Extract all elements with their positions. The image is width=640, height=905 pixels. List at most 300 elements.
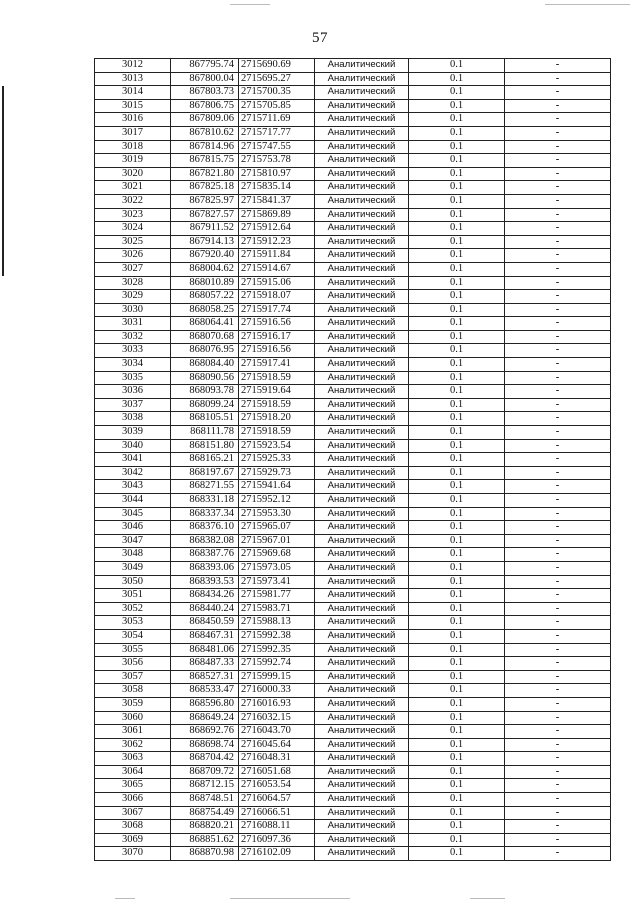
point-number-cell: 3030 (95, 303, 171, 317)
point-number-cell: 3032 (95, 330, 171, 344)
y-coordinate-cell: 2715941.64 (239, 480, 315, 494)
point-number-cell: 3044 (95, 494, 171, 508)
table-row (95, 820, 611, 834)
x-coordinate-cell: 868440.24 (171, 602, 239, 616)
method-cell: Аналитический (315, 561, 409, 575)
table-row (95, 534, 611, 548)
note-cell: - (505, 398, 611, 412)
accuracy-cell: 0.1 (409, 344, 505, 358)
accuracy-cell: 0.1 (409, 72, 505, 86)
x-coordinate-cell: 867914.13 (171, 235, 239, 249)
note-cell: - (505, 99, 611, 113)
accuracy-cell: 0.1 (409, 398, 505, 412)
note-cell: - (505, 793, 611, 807)
accuracy-cell: 0.1 (409, 738, 505, 752)
note-cell: - (505, 684, 611, 698)
accuracy-cell: 0.1 (409, 358, 505, 372)
coordinates-table (94, 58, 611, 861)
accuracy-cell: 0.1 (409, 602, 505, 616)
accuracy-cell: 0.1 (409, 494, 505, 508)
y-coordinate-cell: 2715916.17 (239, 330, 315, 344)
accuracy-cell: 0.1 (409, 140, 505, 154)
accuracy-cell: 0.1 (409, 59, 505, 73)
y-coordinate-cell: 2715969.68 (239, 548, 315, 562)
y-coordinate-cell: 2716016.93 (239, 697, 315, 711)
y-coordinate-cell: 2715869.89 (239, 208, 315, 222)
y-coordinate-cell: 2715992.74 (239, 657, 315, 671)
x-coordinate-cell: 868481.06 (171, 643, 239, 657)
method-cell: Аналитический (315, 330, 409, 344)
note-cell: - (505, 657, 611, 671)
point-number-cell: 3054 (95, 629, 171, 643)
point-number-cell: 3063 (95, 752, 171, 766)
x-coordinate-cell: 868450.59 (171, 616, 239, 630)
method-cell: Аналитический (315, 154, 409, 168)
note-cell: - (505, 72, 611, 86)
y-coordinate-cell: 2716097.36 (239, 833, 315, 847)
method-cell: Аналитический (315, 847, 409, 861)
x-coordinate-cell: 868057.22 (171, 290, 239, 304)
point-number-cell: 3026 (95, 249, 171, 263)
y-coordinate-cell: 2715917.74 (239, 303, 315, 317)
accuracy-cell: 0.1 (409, 806, 505, 820)
method-cell: Аналитический (315, 208, 409, 222)
accuracy-cell: 0.1 (409, 86, 505, 100)
y-coordinate-cell: 2715810.97 (239, 167, 315, 181)
method-cell: Аналитический (315, 385, 409, 399)
point-number-cell: 3014 (95, 86, 171, 100)
point-number-cell: 3049 (95, 561, 171, 575)
y-coordinate-cell: 2716051.68 (239, 765, 315, 779)
point-number-cell: 3035 (95, 371, 171, 385)
note-cell: - (505, 59, 611, 73)
x-coordinate-cell: 868596.80 (171, 697, 239, 711)
accuracy-cell: 0.1 (409, 793, 505, 807)
method-cell: Аналитический (315, 602, 409, 616)
method-cell: Аналитический (315, 222, 409, 236)
method-cell: Аналитический (315, 99, 409, 113)
point-number-cell: 3033 (95, 344, 171, 358)
method-cell: Аналитический (315, 521, 409, 535)
method-cell: Аналитический (315, 507, 409, 521)
point-number-cell: 3060 (95, 711, 171, 725)
method-cell: Аналитический (315, 181, 409, 195)
table-row (95, 358, 611, 372)
point-number-cell: 3018 (95, 140, 171, 154)
table-row (95, 235, 611, 249)
method-cell: Аналитический (315, 194, 409, 208)
table-row (95, 806, 611, 820)
note-cell: - (505, 453, 611, 467)
table-row (95, 657, 611, 671)
note-cell: - (505, 317, 611, 331)
point-number-cell: 3052 (95, 602, 171, 616)
x-coordinate-cell: 868692.76 (171, 725, 239, 739)
y-coordinate-cell: 2716032.15 (239, 711, 315, 725)
method-cell: Аналитический (315, 439, 409, 453)
point-number-cell: 3019 (95, 154, 171, 168)
note-cell: - (505, 154, 611, 168)
x-coordinate-cell: 867827.57 (171, 208, 239, 222)
table-row (95, 561, 611, 575)
y-coordinate-cell: 2716088.11 (239, 820, 315, 834)
y-coordinate-cell: 2715973.05 (239, 561, 315, 575)
note-cell: - (505, 575, 611, 589)
note-cell: - (505, 534, 611, 548)
accuracy-cell: 0.1 (409, 426, 505, 440)
method-cell: Аналитический (315, 59, 409, 73)
method-cell: Аналитический (315, 589, 409, 603)
y-coordinate-cell: 2715965.07 (239, 521, 315, 535)
point-number-cell: 3015 (95, 99, 171, 113)
y-coordinate-cell: 2715835.14 (239, 181, 315, 195)
note-cell: - (505, 697, 611, 711)
note-cell: - (505, 167, 611, 181)
note-cell: - (505, 711, 611, 725)
x-coordinate-cell: 868704.42 (171, 752, 239, 766)
note-cell: - (505, 629, 611, 643)
table-row (95, 276, 611, 290)
y-coordinate-cell: 2715841.37 (239, 194, 315, 208)
table-row (95, 86, 611, 100)
x-coordinate-cell: 868851.62 (171, 833, 239, 847)
y-coordinate-cell: 2715912.23 (239, 235, 315, 249)
point-number-cell: 3027 (95, 262, 171, 276)
y-coordinate-cell: 2715967.01 (239, 534, 315, 548)
y-coordinate-cell: 2715753.78 (239, 154, 315, 168)
method-cell: Аналитический (315, 629, 409, 643)
table-row (95, 330, 611, 344)
note-cell: - (505, 276, 611, 290)
note-cell: - (505, 249, 611, 263)
method-cell: Аналитический (315, 711, 409, 725)
accuracy-cell: 0.1 (409, 616, 505, 630)
point-number-cell: 3017 (95, 126, 171, 140)
y-coordinate-cell: 2715918.59 (239, 371, 315, 385)
x-coordinate-cell: 868748.51 (171, 793, 239, 807)
accuracy-cell: 0.1 (409, 181, 505, 195)
x-coordinate-cell: 868712.15 (171, 779, 239, 793)
table-row (95, 602, 611, 616)
note-cell: - (505, 113, 611, 127)
method-cell: Аналитический (315, 548, 409, 562)
table-body (95, 59, 611, 861)
method-cell: Аналитический (315, 480, 409, 494)
x-coordinate-cell: 868649.24 (171, 711, 239, 725)
accuracy-cell: 0.1 (409, 126, 505, 140)
method-cell: Аналитический (315, 494, 409, 508)
note-cell: - (505, 820, 611, 834)
note-cell: - (505, 494, 611, 508)
point-number-cell: 3031 (95, 317, 171, 331)
table-row (95, 412, 611, 426)
accuracy-cell: 0.1 (409, 330, 505, 344)
accuracy-cell: 0.1 (409, 820, 505, 834)
x-coordinate-cell: 868698.74 (171, 738, 239, 752)
table-row (95, 59, 611, 73)
x-coordinate-cell: 867821.80 (171, 167, 239, 181)
note-cell: - (505, 602, 611, 616)
scan-smudge-bottom-right (470, 898, 505, 899)
x-coordinate-cell: 867825.18 (171, 181, 239, 195)
table-row (95, 711, 611, 725)
table-row (95, 575, 611, 589)
point-number-cell: 3068 (95, 820, 171, 834)
y-coordinate-cell: 2716064.57 (239, 793, 315, 807)
table-row (95, 194, 611, 208)
y-coordinate-cell: 2715917.41 (239, 358, 315, 372)
y-coordinate-cell: 2715952.12 (239, 494, 315, 508)
table-row (95, 167, 611, 181)
y-coordinate-cell: 2715916.56 (239, 344, 315, 358)
method-cell: Аналитический (315, 344, 409, 358)
note-cell: - (505, 412, 611, 426)
x-coordinate-cell: 868058.25 (171, 303, 239, 317)
note-cell: - (505, 833, 611, 847)
table-row (95, 779, 611, 793)
accuracy-cell: 0.1 (409, 154, 505, 168)
x-coordinate-cell: 868090.56 (171, 371, 239, 385)
y-coordinate-cell: 2715747.55 (239, 140, 315, 154)
method-cell: Аналитический (315, 738, 409, 752)
point-number-cell: 3047 (95, 534, 171, 548)
y-coordinate-cell: 2715915.06 (239, 276, 315, 290)
x-coordinate-cell: 868331.18 (171, 494, 239, 508)
note-cell: - (505, 765, 611, 779)
accuracy-cell: 0.1 (409, 684, 505, 698)
note-cell: - (505, 779, 611, 793)
point-number-cell: 3070 (95, 847, 171, 861)
y-coordinate-cell: 2715925.33 (239, 453, 315, 467)
table-row (95, 99, 611, 113)
page-number: 57 (312, 30, 328, 46)
y-coordinate-cell: 2715914.67 (239, 262, 315, 276)
y-coordinate-cell: 2716045.64 (239, 738, 315, 752)
accuracy-cell: 0.1 (409, 711, 505, 725)
table-row (95, 494, 611, 508)
x-coordinate-cell: 868165.21 (171, 453, 239, 467)
method-cell: Аналитический (315, 765, 409, 779)
method-cell: Аналитический (315, 126, 409, 140)
point-number-cell: 3045 (95, 507, 171, 521)
accuracy-cell: 0.1 (409, 194, 505, 208)
table-row (95, 290, 611, 304)
note-cell: - (505, 643, 611, 657)
table-row (95, 738, 611, 752)
y-coordinate-cell: 2716053.54 (239, 779, 315, 793)
method-cell: Аналитический (315, 235, 409, 249)
note-cell: - (505, 371, 611, 385)
x-coordinate-cell: 867911.52 (171, 222, 239, 236)
y-coordinate-cell: 2715918.20 (239, 412, 315, 426)
note-cell: - (505, 181, 611, 195)
point-number-cell: 3028 (95, 276, 171, 290)
point-number-cell: 3055 (95, 643, 171, 657)
x-coordinate-cell: 868533.47 (171, 684, 239, 698)
x-coordinate-cell: 868070.68 (171, 330, 239, 344)
note-cell: - (505, 589, 611, 603)
note-cell: - (505, 358, 611, 372)
y-coordinate-cell: 2715992.38 (239, 629, 315, 643)
note-cell: - (505, 480, 611, 494)
method-cell: Аналитический (315, 276, 409, 290)
table-row (95, 426, 611, 440)
table-row (95, 643, 611, 657)
point-number-cell: 3041 (95, 453, 171, 467)
accuracy-cell: 0.1 (409, 412, 505, 426)
accuracy-cell: 0.1 (409, 276, 505, 290)
x-coordinate-cell: 868393.53 (171, 575, 239, 589)
x-coordinate-cell: 868099.24 (171, 398, 239, 412)
accuracy-cell: 0.1 (409, 480, 505, 494)
x-coordinate-cell: 867806.75 (171, 99, 239, 113)
point-number-cell: 3037 (95, 398, 171, 412)
table-row (95, 670, 611, 684)
method-cell: Аналитический (315, 113, 409, 127)
y-coordinate-cell: 2715999.15 (239, 670, 315, 684)
table-row (95, 466, 611, 480)
table-row (95, 725, 611, 739)
accuracy-cell: 0.1 (409, 534, 505, 548)
method-cell: Аналитический (315, 290, 409, 304)
method-cell: Аналитический (315, 466, 409, 480)
x-coordinate-cell: 868271.55 (171, 480, 239, 494)
note-cell: - (505, 86, 611, 100)
y-coordinate-cell: 2716000.33 (239, 684, 315, 698)
point-number-cell: 3061 (95, 725, 171, 739)
table-row (95, 684, 611, 698)
table-row (95, 72, 611, 86)
method-cell: Аналитический (315, 779, 409, 793)
table-row (95, 697, 611, 711)
x-coordinate-cell: 867815.75 (171, 154, 239, 168)
scan-smudge-top-right (545, 4, 630, 5)
note-cell: - (505, 548, 611, 562)
x-coordinate-cell: 867825.97 (171, 194, 239, 208)
point-number-cell: 3024 (95, 222, 171, 236)
accuracy-cell: 0.1 (409, 752, 505, 766)
table-row (95, 181, 611, 195)
x-coordinate-cell: 868111.78 (171, 426, 239, 440)
y-coordinate-cell: 2715918.59 (239, 426, 315, 440)
method-cell: Аналитический (315, 72, 409, 86)
y-coordinate-cell: 2715705.85 (239, 99, 315, 113)
y-coordinate-cell: 2715973.41 (239, 575, 315, 589)
point-number-cell: 3034 (95, 358, 171, 372)
accuracy-cell: 0.1 (409, 249, 505, 263)
point-number-cell: 3021 (95, 181, 171, 195)
y-coordinate-cell: 2716066.51 (239, 806, 315, 820)
accuracy-cell: 0.1 (409, 643, 505, 657)
method-cell: Аналитический (315, 249, 409, 263)
table-row (95, 507, 611, 521)
accuracy-cell: 0.1 (409, 575, 505, 589)
y-coordinate-cell: 2715953.30 (239, 507, 315, 521)
y-coordinate-cell: 2715929.73 (239, 466, 315, 480)
method-cell: Аналитический (315, 453, 409, 467)
table-row (95, 113, 611, 127)
note-cell: - (505, 235, 611, 249)
method-cell: Аналитический (315, 167, 409, 181)
scan-smudge-top-left (230, 4, 270, 5)
y-coordinate-cell: 2715992.35 (239, 643, 315, 657)
accuracy-cell: 0.1 (409, 222, 505, 236)
accuracy-cell: 0.1 (409, 290, 505, 304)
note-cell: - (505, 439, 611, 453)
x-coordinate-cell: 868084.40 (171, 358, 239, 372)
note-cell: - (505, 426, 611, 440)
point-number-cell: 3058 (95, 684, 171, 698)
accuracy-cell: 0.1 (409, 466, 505, 480)
note-cell: - (505, 507, 611, 521)
accuracy-cell: 0.1 (409, 629, 505, 643)
table-row (95, 317, 611, 331)
x-coordinate-cell: 868467.31 (171, 629, 239, 643)
method-cell: Аналитический (315, 684, 409, 698)
x-coordinate-cell: 867920.40 (171, 249, 239, 263)
x-coordinate-cell: 867803.73 (171, 86, 239, 100)
method-cell: Аналитический (315, 398, 409, 412)
accuracy-cell: 0.1 (409, 113, 505, 127)
method-cell: Аналитический (315, 303, 409, 317)
table-row (95, 765, 611, 779)
note-cell: - (505, 344, 611, 358)
scan-smudge-bottom-center (230, 898, 350, 899)
note-cell: - (505, 262, 611, 276)
table-row (95, 398, 611, 412)
note-cell: - (505, 385, 611, 399)
note-cell: - (505, 290, 611, 304)
point-number-cell: 3050 (95, 575, 171, 589)
point-number-cell: 3025 (95, 235, 171, 249)
accuracy-cell: 0.1 (409, 847, 505, 861)
table-row (95, 222, 611, 236)
point-number-cell: 3016 (95, 113, 171, 127)
accuracy-cell: 0.1 (409, 385, 505, 399)
y-coordinate-cell: 2715983.71 (239, 602, 315, 616)
point-number-cell: 3046 (95, 521, 171, 535)
accuracy-cell: 0.1 (409, 262, 505, 276)
accuracy-cell: 0.1 (409, 235, 505, 249)
y-coordinate-cell: 2715695.27 (239, 72, 315, 86)
note-cell: - (505, 222, 611, 236)
x-coordinate-cell: 868197.67 (171, 466, 239, 480)
accuracy-cell: 0.1 (409, 167, 505, 181)
note-cell: - (505, 806, 611, 820)
y-coordinate-cell: 2715918.07 (239, 290, 315, 304)
x-coordinate-cell: 868151.80 (171, 439, 239, 453)
point-number-cell: 3012 (95, 59, 171, 73)
note-cell: - (505, 847, 611, 861)
x-coordinate-cell: 867810.62 (171, 126, 239, 140)
accuracy-cell: 0.1 (409, 548, 505, 562)
point-number-cell: 3042 (95, 466, 171, 480)
accuracy-cell: 0.1 (409, 99, 505, 113)
x-coordinate-cell: 867795.74 (171, 59, 239, 73)
table-row (95, 154, 611, 168)
point-number-cell: 3067 (95, 806, 171, 820)
accuracy-cell: 0.1 (409, 208, 505, 222)
accuracy-cell: 0.1 (409, 507, 505, 521)
x-coordinate-cell: 868870.98 (171, 847, 239, 861)
method-cell: Аналитический (315, 426, 409, 440)
y-coordinate-cell: 2715923.54 (239, 439, 315, 453)
table-row (95, 453, 611, 467)
point-number-cell: 3056 (95, 657, 171, 671)
table-row (95, 303, 611, 317)
table-row (95, 793, 611, 807)
table-row (95, 262, 611, 276)
